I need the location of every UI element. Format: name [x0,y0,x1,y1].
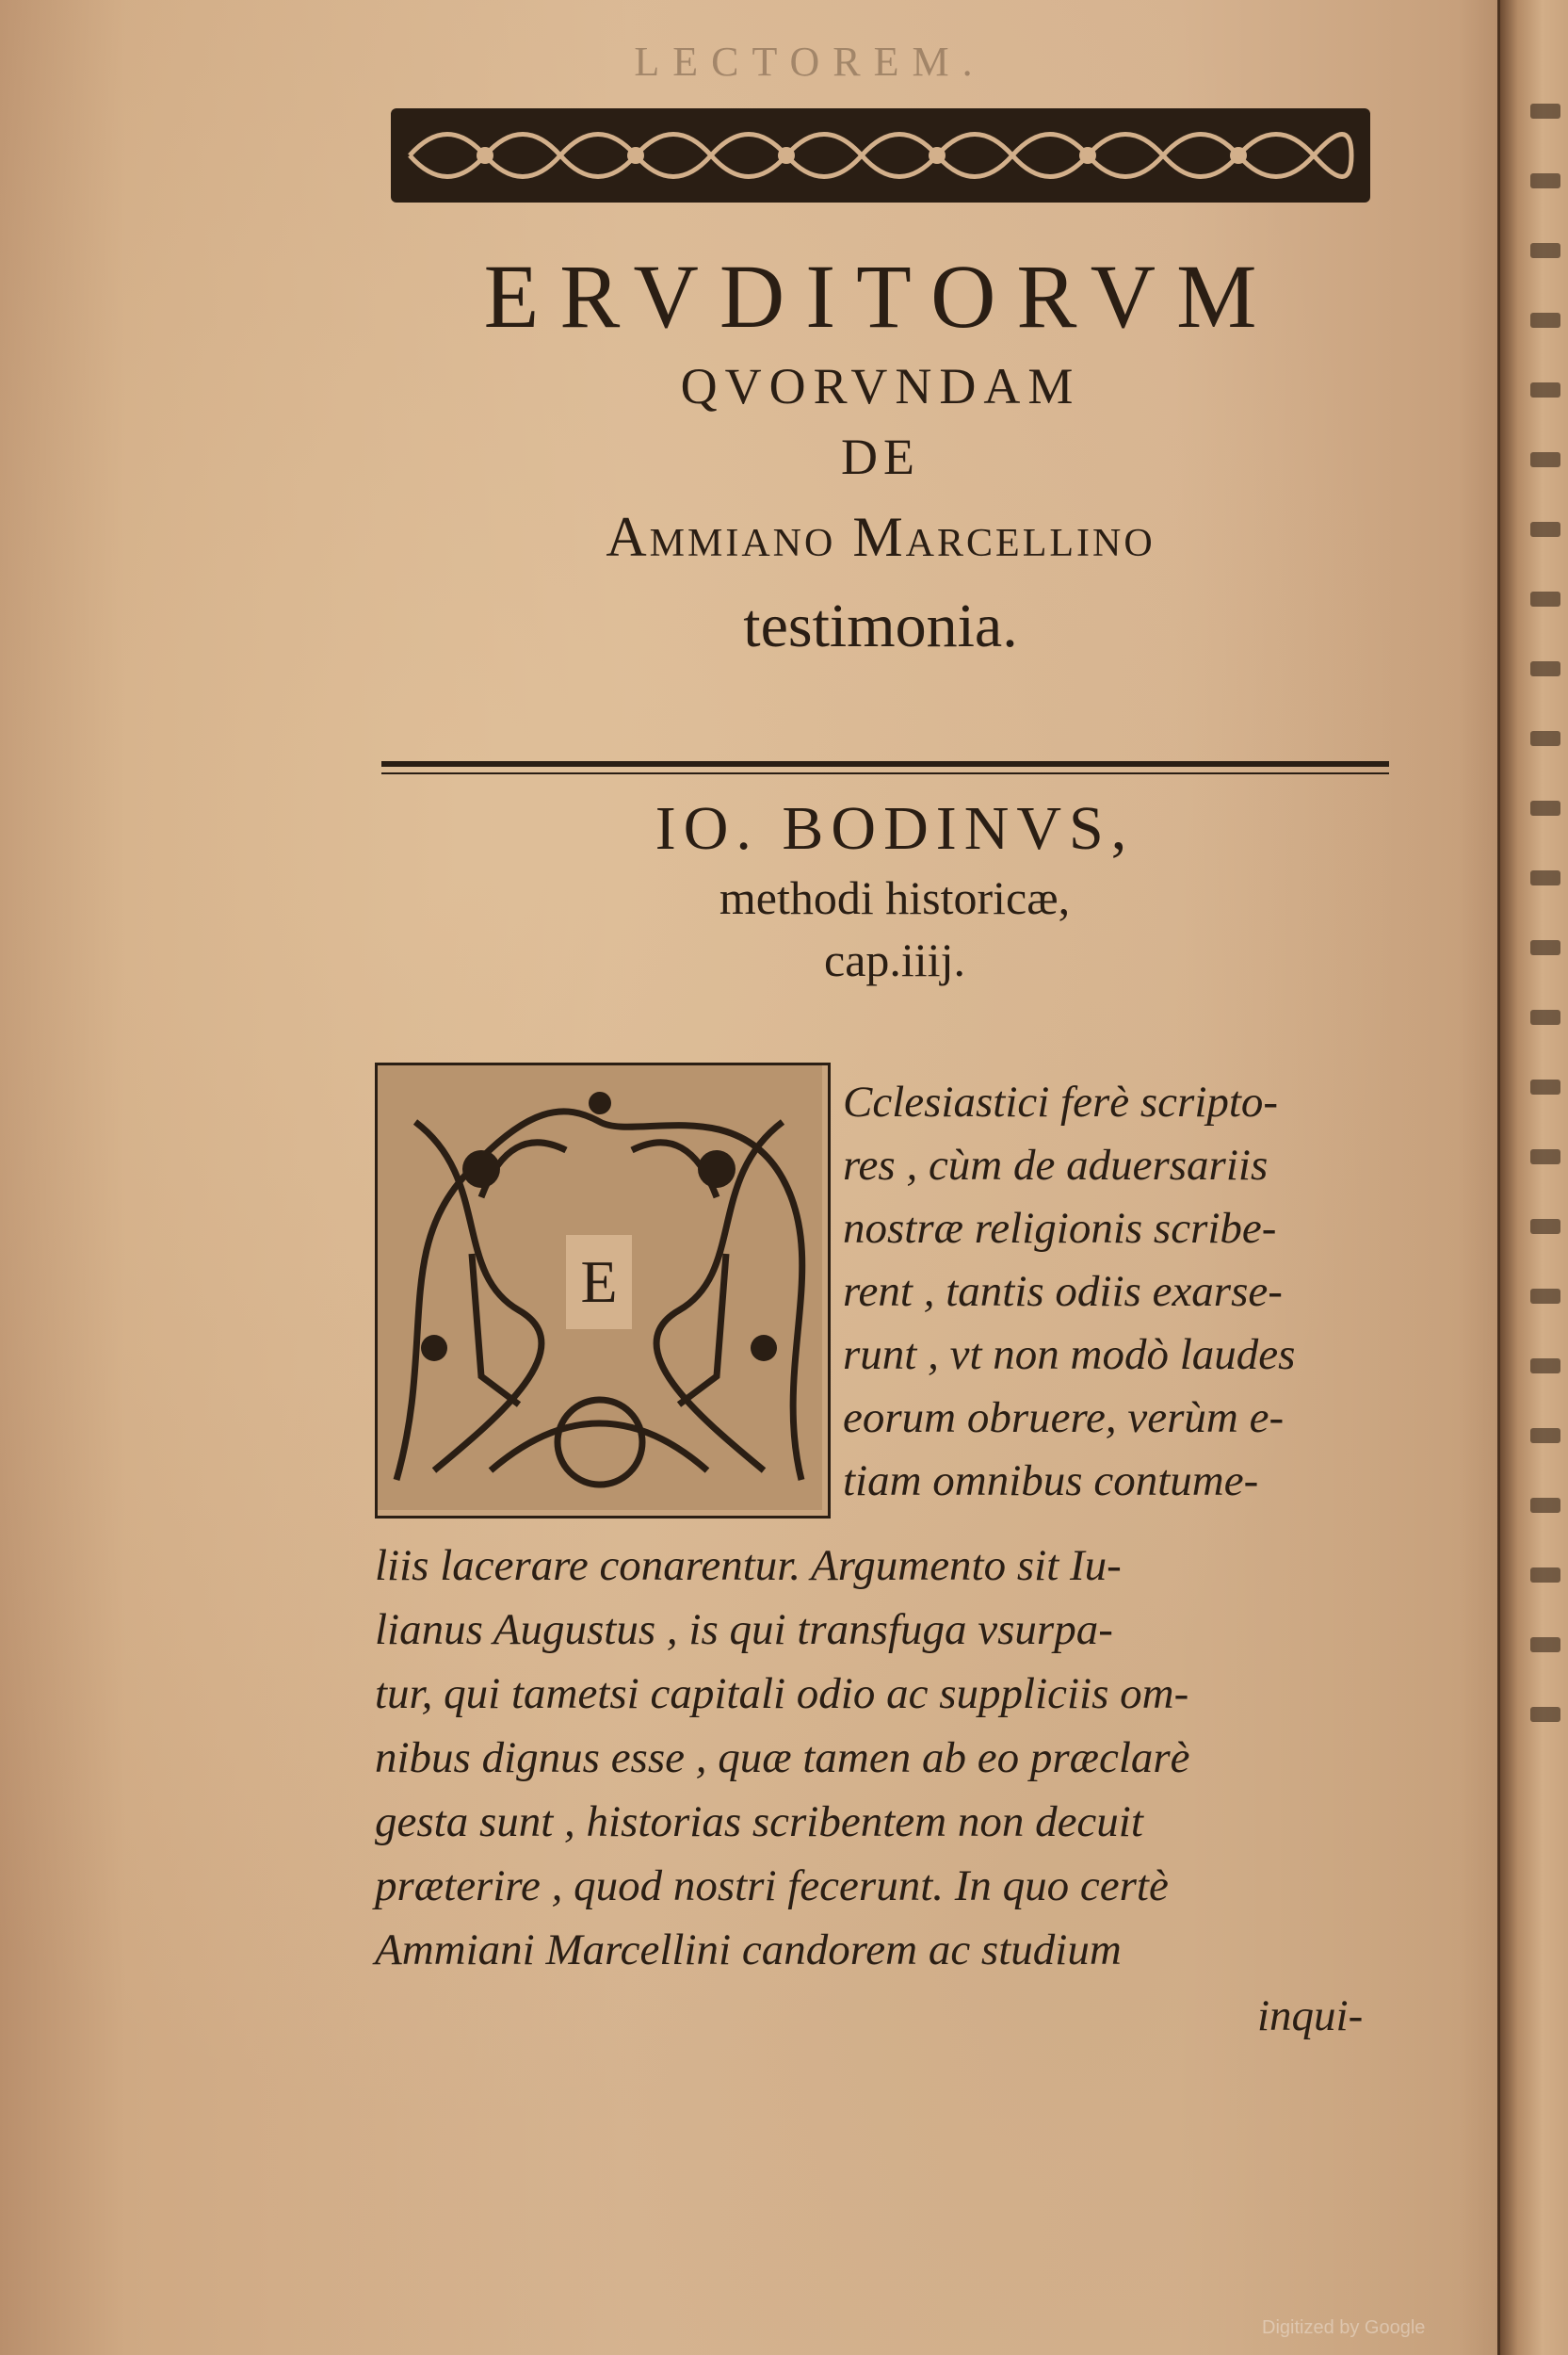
author-block [471,791,1318,991]
title-rule-thin [381,772,1389,774]
title-rule [381,761,1389,767]
running-head: LECTOREM. [634,39,986,85]
digitization-watermark: Digitized by Google [1262,2317,1426,2338]
facing-page-text-fragments [1530,104,1564,1777]
title-line-2: QVORVNDAM [680,358,1081,414]
body-line: tur, qui tametsi capitali odio ac suppliciis om- [375,1669,1189,1718]
title-block [358,245,1403,669]
body-line: res , cùm de aduersariis [843,1141,1269,1190]
author-name: IO. BODINVS, [655,794,1135,863]
headpiece-ornament [391,99,1370,212]
body-line: nostræ religionis scribe- [843,1204,1277,1253]
author-chapter: cap.iiij. [824,934,965,986]
body-line: lianus Augustus , is qui transfuga vsurpa- [375,1605,1113,1654]
body-line: Ammiani Marcellini candorem ac studium [375,1925,1122,1974]
body-line: tiam omnibus contume- [843,1456,1259,1505]
body-line: eorum obruere, verùm e- [843,1393,1285,1442]
title-line-4: Ammiano Marcellino [606,506,1156,568]
body-line: nibus dignus esse , quæ tamen ab eo præclarè [375,1733,1190,1782]
decorated-initial [375,1063,831,1519]
catchword: inqui- [1257,1991,1364,2040]
body-line: Cclesiastici ferè scripto- [843,1078,1279,1127]
body-line: præterire , quod nostri fecerunt. In quo certè [375,1861,1169,1910]
title-line-3: DE [841,429,920,485]
author-work: methodi historicæ, [719,871,1071,924]
title-line-1: ERVDITORVM [483,246,1278,347]
body-line: runt , vt non modò laudes [843,1330,1296,1379]
initial-letter: E [566,1235,632,1329]
title-line-5: testimonia. [743,592,1018,660]
body-line: liis lacerare conarentur. Argumento sit Iu- [375,1541,1122,1590]
body-line: gesta sunt , historias scribentem non decuit [375,1797,1143,1846]
body-line: rent , tantis odiis exarse- [843,1267,1283,1316]
